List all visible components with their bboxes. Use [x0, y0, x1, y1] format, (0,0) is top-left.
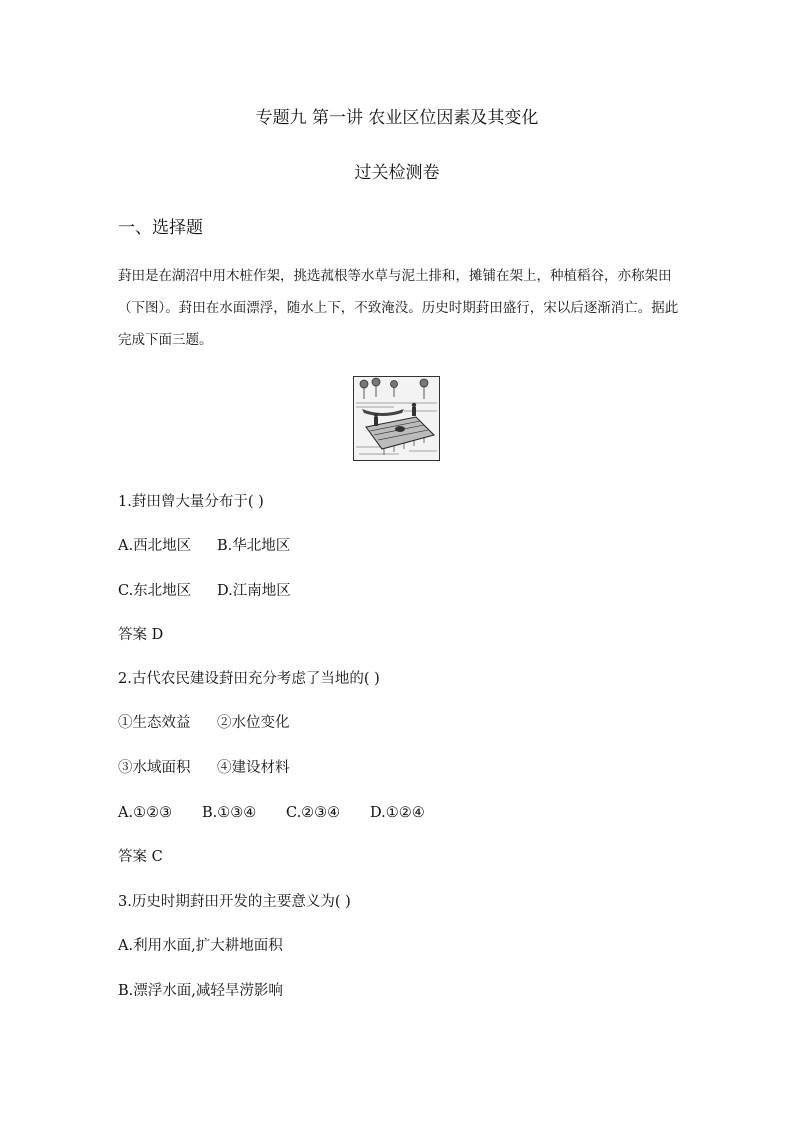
question-2-option-a: A.①②③	[118, 805, 173, 821]
question-1-option-a: A.西北地区	[118, 538, 192, 554]
question-2-items-row-1	[118, 714, 290, 732]
question-2-option-c: C.②③④	[286, 805, 341, 821]
question-1-options-row-1	[118, 537, 290, 555]
question-1-option-c: C.东北地区	[118, 583, 192, 599]
intro-line-2: （下图）。葑田在水面漂浮，随水上下，不致淹没。历史时期葑田盛行，宋以后逐渐消亡。据此	[118, 300, 679, 316]
question-3-stem: 3.历史时期葑田开发的主要意义为( )	[118, 894, 351, 910]
question-1-option-d: D.江南地区	[217, 583, 291, 599]
page-title: 专题九 第一讲 农业区位因素及其变化	[255, 108, 539, 128]
question-2-item-1: ①生态效益	[118, 715, 191, 731]
question-2-option-d: D.①②④	[370, 805, 425, 821]
section-heading: 一、选择题	[118, 218, 203, 238]
floating-field-drawing	[354, 377, 439, 460]
question-2-item-4: ④建设材料	[217, 760, 290, 776]
question-2-stem: 2.古代农民建设葑田充分考虑了当地的( )	[118, 671, 380, 687]
page-subtitle: 过关检测卷	[354, 163, 440, 183]
question-2-answer: 答案 C	[118, 849, 163, 865]
question-1-answer: 答案 D	[118, 627, 164, 643]
intro-line-1: 葑田是在湖沼中用木桩作架，挑选菰根等水草与泥土排和，摊铺在架上，种植稻谷，亦称架田	[118, 268, 672, 284]
question-1-option-b: B.华北地区	[217, 538, 291, 554]
floating-field-illustration	[353, 376, 440, 461]
question-1-options-row-2	[118, 582, 291, 600]
question-2-item-3: ③水域面积	[118, 760, 191, 776]
intro-line-3: 完成下面三题。	[118, 332, 213, 348]
question-1-stem: 1.葑田曾大量分布于( )	[118, 494, 264, 510]
question-2-item-2: ②水位变化	[217, 715, 290, 731]
question-2-items-row-2	[118, 759, 290, 777]
question-3-option-a: A.利用水面,扩大耕地面积	[118, 938, 283, 954]
question-3-option-b: B.漂浮水面,减轻旱涝影响	[118, 983, 283, 999]
question-2-options-row	[118, 804, 425, 822]
question-2-option-b: B.①③④	[202, 805, 257, 821]
